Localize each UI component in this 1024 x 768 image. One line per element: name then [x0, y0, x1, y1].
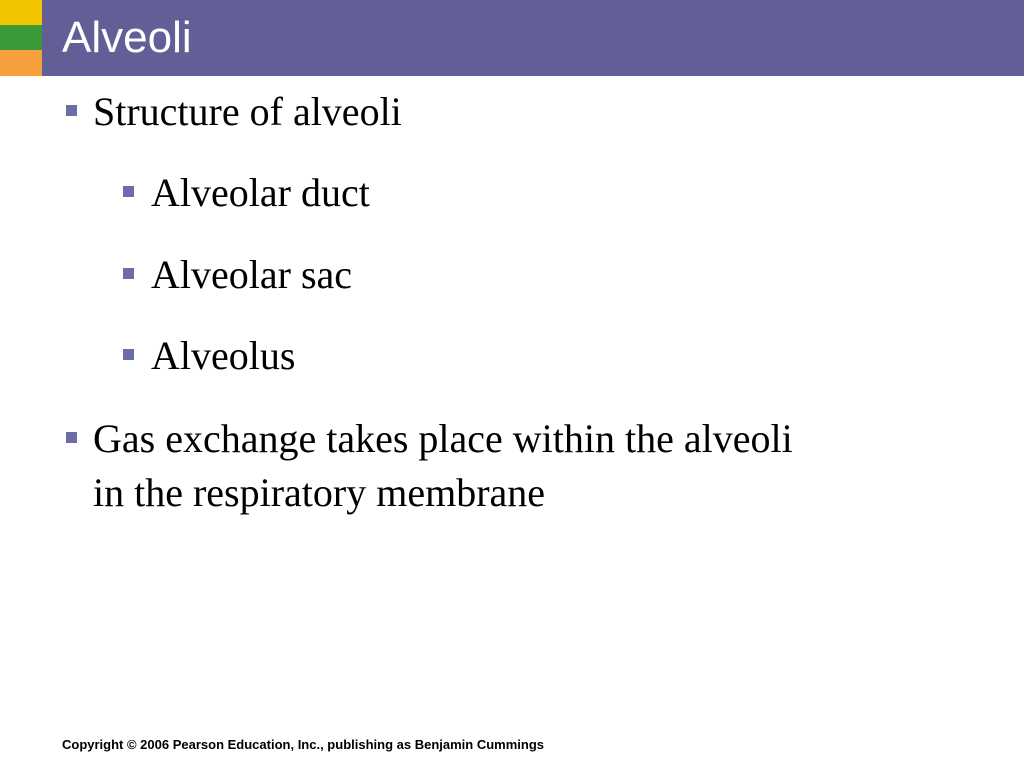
- square-bullet-icon: [66, 432, 77, 443]
- bullet-item: [93, 85, 402, 139]
- accent-block-green: [0, 25, 42, 50]
- sub-bullet-item: [151, 166, 370, 220]
- bullet-text-line-1: Gas exchange takes place within the alveoli: [93, 416, 793, 461]
- bullet-text-line-2: in the respiratory membrane: [93, 470, 546, 515]
- sub-bullet-item: [151, 248, 352, 302]
- square-bullet-icon: [66, 105, 77, 116]
- accent-block-yellow: [0, 0, 42, 25]
- accent-block-orange: [0, 50, 42, 76]
- slide-title: Alveoli: [62, 13, 192, 62]
- square-bullet-icon: [123, 349, 134, 360]
- bullet-text: Alveolus: [151, 333, 296, 378]
- bullet-text: Alveolar duct: [151, 170, 370, 215]
- bullet-text: Structure of alveoli: [93, 89, 402, 134]
- bullet-text: Alveolar sac: [151, 252, 353, 297]
- bullet-item: [93, 412, 793, 520]
- square-bullet-icon: [123, 268, 134, 279]
- sub-bullet-item: [151, 329, 295, 383]
- square-bullet-icon: [123, 186, 134, 197]
- copyright-footer: Copyright © 2006 Pearson Education, Inc., publishing as Benjamin Cummings: [62, 737, 544, 752]
